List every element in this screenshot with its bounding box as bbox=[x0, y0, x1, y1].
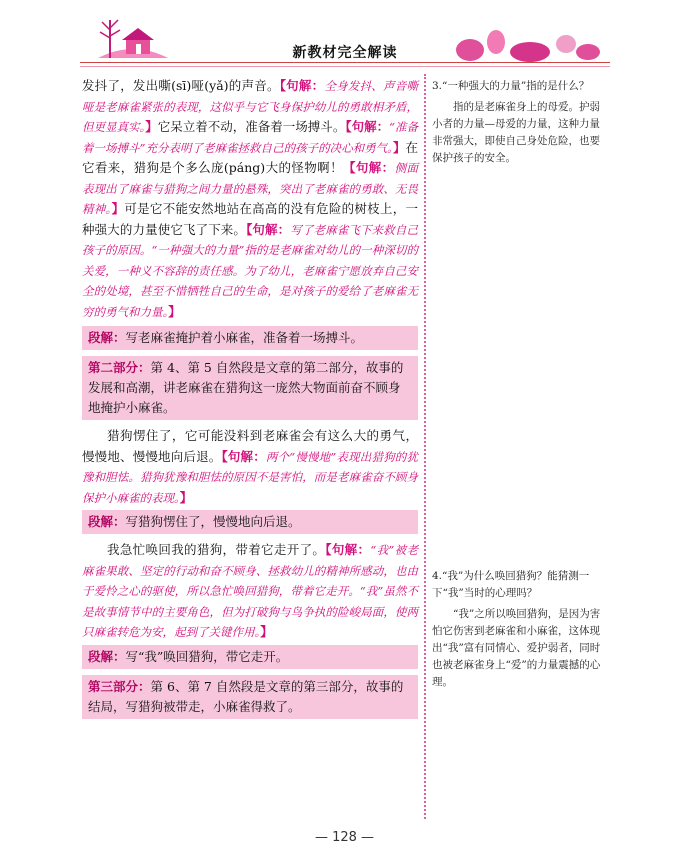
paragraph-3: 我急忙唤回我的猎狗，带着它走开了。【句解：“我”被老麻雀果敢、坚定的行动和奋不顾身、拯救幼儿的精神所感动，也由于爱怜之心的驱使，所以急忙唤回猎狗，带着它走开。“我”虽然不是故事情节中的主要角色，但为打破狗与鸟争执的险峻局面，使两只麻雀转危为安，起到了关键作用。】 bbox=[82, 542, 418, 639]
page-header bbox=[0, 0, 689, 72]
main-column bbox=[82, 76, 418, 725]
paragraph-summary-box: 段解：写猎狗愣住了，慢慢地向后退。 bbox=[82, 510, 418, 534]
house-tree-decoration-icon bbox=[88, 0, 178, 64]
page-number: — 128 — bbox=[314, 830, 375, 845]
bubble-decoration-icon bbox=[448, 20, 608, 64]
header-rule-thin bbox=[80, 66, 610, 67]
side-question-4: 4.“我”为什么唤回猎狗？能猜测一下“我”当时的心理吗？ “我”之所以唤回猎狗，是因为害怕它伤害到老麻雀和小麻雀，这体现出“我”富有同情心、爱护弱者，同时也被老麻雀身上“爱”的力量震撼的心理。 bbox=[432, 570, 601, 688]
paragraph-summary-box: 段解：写老麻雀掩护着小麻雀，准备着一场搏斗。 bbox=[82, 326, 418, 350]
section-three-box: 第三部分：第 6、第 7 自然段是文章的第三部分，故事的结局，写猎狗被带走，小麻雀得救了。 bbox=[82, 675, 418, 719]
paragraph-2: 猎狗愣住了，它可能没料到老麻雀会有这么大的勇气，慢慢地、慢慢地向后退。【句解：两个“慢慢地”表现出猎狗的犹豫和胆怯。猎狗犹豫和胆怯的原因不是害怕，而是老麻雀奋不顾身保护小麻雀的表现。】 bbox=[82, 428, 418, 505]
page-title: 新教材完全解读 bbox=[292, 45, 398, 61]
section-two-box: 第二部分：第 4、第 5 自然段是文章的第二部分，故事的发展和高潮，讲老麻雀在猎狗这一庞然大物面前奋不顾身地掩护小麻雀。 bbox=[82, 356, 418, 420]
column-divider bbox=[424, 74, 426, 819]
side-question-3: 3.“一种强大的力量”指的是什么？ 指的是老麻雀身上的母爱。护弱小者的力量—母爱的力量，这种力量非常强大，即使自己身处危险，也要保护孩子的安全。 bbox=[432, 80, 600, 164]
paragraph-1: 发抖了，发出嘶(sī)哑(yǎ)的声音。【句解：全身发抖、声音嘶哑是老麻雀紧张的表现，这似乎与它飞身保护幼儿的勇敢相矛盾，但更显真实。】它呆立着不动，准备着一场搏斗。【句解：“准备着一场搏斗”充分表明了老麻雀拯救自己的孩子的决心和勇气。】在它看来，猎狗是个多么庞(páng)大的怪物啊！【句解：侧面表现出了麻雀与猎狗之间力量的悬殊，突出了老麻雀的勇敢、无畏精神。】可是它不能安然地站在高高的没有危险的树枝上，一种强大的力量使它飞了下来。【句解：写了老麻雀飞下来救自己孩子的原因。“一种强大的力量”指的是老麻雀对幼儿的一种深切的关爱，一种义不容辞的责任感。为了幼儿，老麻雀宁愿放弃自己安全的处境，甚至不惜牺牲自己的生命，是对孩子的爱给了老麻雀无穷的勇气和力量。】 bbox=[82, 78, 418, 319]
header-rule bbox=[80, 62, 610, 63]
paragraph-summary-box: 段解：写“我”唤回猎狗，带它走开。 bbox=[82, 645, 418, 669]
